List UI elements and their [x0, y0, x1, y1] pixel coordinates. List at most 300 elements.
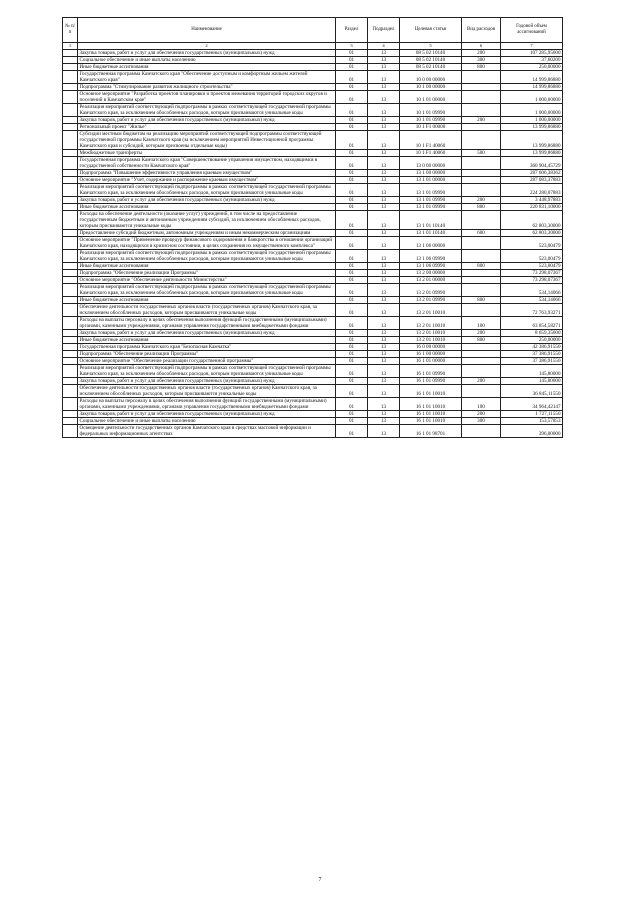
cell-name: Расходы на выплаты персоналу в целях обеспечения выполнения функций государственными (муниципальными) органами, казенными учреждениями, органами управления государственными внебюджетными фондами: [78, 398, 336, 411]
cell-csr: 16 1 01 09990: [400, 378, 462, 385]
cell-name: Подпрограмма "Обеспечение реализации Программы": [78, 270, 336, 277]
cell-vr: [462, 304, 501, 317]
cell-vr: 300: [462, 418, 501, 425]
cell-sec: 01: [336, 124, 368, 131]
cell-name: Социальное обеспечение и иные выплаты населению: [78, 57, 336, 64]
cell-vr: [462, 250, 501, 263]
table-row: [63, 284, 563, 297]
cell-vr: [462, 351, 501, 358]
cell-sec: 01: [336, 117, 368, 124]
cell-csr: 16 1 01 98701: [400, 425, 462, 438]
cell-sec: 01: [336, 270, 368, 277]
cell-num: [63, 64, 78, 71]
header-num: № п/п: [63, 18, 78, 43]
cell-name: Основное мероприятие "Обеспечение реализации государственной программы": [78, 358, 336, 365]
cell-sub: 13: [368, 250, 400, 263]
cell-sec: 01: [336, 131, 368, 150]
cell-name: Подпрограмма "Обеспечение реализации Программы": [78, 351, 336, 358]
cell-sub: 13: [368, 378, 400, 385]
cell-vr: [462, 131, 501, 150]
cell-sub: 13: [368, 297, 400, 304]
cell-num: [63, 411, 78, 418]
cell-csr: 10 1 F1 40060: [400, 150, 462, 157]
cell-vr: [462, 277, 501, 284]
cell-sub: 13: [368, 237, 400, 250]
cell-num: [63, 337, 78, 344]
cell-vr: 500: [462, 150, 501, 157]
cell-csr: 10 1 F1 40060: [400, 131, 462, 150]
cell-num: [63, 184, 78, 197]
cell-sub: 13: [368, 57, 400, 64]
cell-csr: 16 0 00 00000: [400, 344, 462, 351]
cell-amt: 63 854,58271: [501, 317, 563, 330]
cell-sec: 01: [336, 304, 368, 317]
cell-vr: 200: [462, 411, 501, 418]
cell-name: Реализация мероприятий соответствующей подпрограммы в рамках соответствующей государственной программы Камчатского края, за исключением обособленных расходов, которым присваиваются уникальные коды: [78, 365, 336, 378]
cell-amt: 1 000,00000: [501, 117, 563, 124]
cell-csr: 10 1 01 09990: [400, 117, 462, 124]
cell-csr: 13 2 01 10010: [400, 304, 462, 317]
cell-name: Государственная программа Камчатского края "Безопасная Камчатка": [78, 344, 336, 351]
cell-num: [63, 317, 78, 330]
cell-sec: 01: [336, 398, 368, 411]
cell-sub: 13: [368, 204, 400, 211]
cell-num: [63, 398, 78, 411]
cell-name: Обеспечение деятельности государственных органов власти (государственных органов) Камчатского края, за исключением обособленных расходов, которым присваиваются уникальные коды: [78, 385, 336, 398]
cell-sec: 01: [336, 211, 368, 230]
cell-sec: 01: [336, 197, 368, 204]
cell-amt: 287 083,37883: [501, 177, 563, 184]
cell-sec: 01: [336, 84, 368, 91]
cell-name: Иные бюджетные ассигнования: [78, 263, 336, 270]
cell-amt: 523,00479: [501, 237, 563, 250]
column-number-row: [63, 43, 563, 50]
cell-sec: 01: [336, 230, 368, 237]
cell-num: [63, 124, 78, 131]
cell-amt: 523,00479: [501, 250, 563, 263]
cell-sub: 13: [368, 197, 400, 204]
cell-csr: 13 1 06 09990: [400, 250, 462, 263]
column-number: 3: [336, 43, 368, 50]
cell-vr: 200: [462, 50, 501, 57]
table-row: [63, 170, 563, 177]
column-number: 1: [63, 43, 78, 50]
cell-amt: 42 386,91550: [501, 344, 563, 351]
table-row: [63, 337, 563, 344]
table-row: [63, 57, 563, 64]
column-number: 2: [78, 43, 336, 50]
cell-amt: 37,60200: [501, 57, 563, 64]
cell-num: [63, 270, 78, 277]
table-row: [63, 131, 563, 150]
cell-sec: 01: [336, 64, 368, 71]
cell-sec: 01: [336, 344, 368, 351]
cell-csr: 16 1 01 10010: [400, 398, 462, 411]
cell-csr: 13 2 01 10010: [400, 337, 462, 344]
table-row: [63, 117, 563, 124]
cell-amt: 145,80000: [501, 378, 563, 385]
cell-num: [63, 57, 78, 64]
cell-vr: 200: [462, 330, 501, 337]
cell-num: [63, 385, 78, 398]
header-annual-amount: Годовой объем ассигнований: [501, 18, 563, 43]
cell-csr: 16 1 01 09990: [400, 365, 462, 378]
cell-amt: 34 964,42147: [501, 398, 563, 411]
cell-amt: 220 831,10000: [501, 204, 563, 211]
cell-csr: 13 1 01 09990: [400, 184, 462, 197]
cell-amt: 36 845,11550: [501, 385, 563, 398]
cell-vr: [462, 425, 501, 438]
cell-csr: 13 2 01 10010: [400, 317, 462, 330]
cell-num: [63, 378, 78, 385]
cell-csr: 13 2 01 10010: [400, 330, 462, 337]
cell-amt: 62 803,30000: [501, 230, 563, 237]
cell-name: Подпрограмма "Повышение эффективности управления краевым имуществом": [78, 170, 336, 177]
table-row: [63, 64, 563, 71]
cell-sec: 01: [336, 157, 368, 170]
cell-vr: [462, 71, 501, 84]
cell-vr: 200: [462, 197, 501, 204]
cell-name: Субсидии местным бюджетам на реализацию мероприятий соответствующей подпрограммы соответствующей государственной программы Камчатского края (за исключением мероприятий Инвестиционной программы Камчатского края и субсидий, которым присвоены отдельные коды): [78, 131, 336, 150]
cell-sub: 13: [368, 131, 400, 150]
cell-vr: [462, 157, 501, 170]
cell-sec: 01: [336, 317, 368, 330]
cell-sub: 13: [368, 124, 400, 131]
cell-sub: 13: [368, 385, 400, 398]
cell-sub: 13: [368, 284, 400, 297]
cell-amt: 224 280,07883: [501, 184, 563, 197]
cell-amt: 1 727,11550: [501, 411, 563, 418]
table-row: [63, 263, 563, 270]
cell-sec: 01: [336, 337, 368, 344]
cell-sub: 13: [368, 351, 400, 358]
header-target-article: Целевая статья: [400, 18, 462, 43]
cell-sub: 13: [368, 104, 400, 117]
column-number: 4: [368, 43, 400, 50]
cell-num: [63, 91, 78, 104]
cell-num: [63, 304, 78, 317]
cell-csr: 08 5 02 10140: [400, 57, 462, 64]
cell-vr: [462, 211, 501, 230]
cell-vr: [462, 365, 501, 378]
cell-name: Иные бюджетные ассигнования: [78, 337, 336, 344]
header-subsection: Подраздел: [368, 18, 400, 43]
cell-num: [63, 297, 78, 304]
cell-sub: 13: [368, 337, 400, 344]
cell-csr: 16 1 00 00000: [400, 351, 462, 358]
table-body: [63, 50, 563, 438]
cell-sec: 01: [336, 50, 368, 57]
column-number: 6: [462, 43, 501, 50]
cell-num: [63, 365, 78, 378]
cell-sec: 01: [336, 378, 368, 385]
table-row: [63, 297, 563, 304]
cell-name: Освещение деятельности государственных органов Камчатского края в средствах массовой информации и федеральных информационных агентствах: [78, 425, 336, 438]
cell-num: [63, 358, 78, 365]
cell-sec: 01: [336, 237, 368, 250]
cell-csr: 13 1 00 00000: [400, 170, 462, 177]
cell-amt: 523,00479: [501, 263, 563, 270]
cell-name: Закупка товаров, работ и услуг для обеспечения государственных (муниципальных) нужд: [78, 117, 336, 124]
cell-num: [63, 230, 78, 237]
cell-num: [63, 197, 78, 204]
cell-sub: 13: [368, 418, 400, 425]
cell-vr: 800: [462, 297, 501, 304]
cell-num: [63, 157, 78, 170]
cell-sub: 13: [368, 91, 400, 104]
cell-sub: 13: [368, 230, 400, 237]
cell-sub: 13: [368, 398, 400, 411]
cell-sub: 13: [368, 50, 400, 57]
cell-sec: 01: [336, 358, 368, 365]
cell-csr: 13 2 01 00000: [400, 277, 462, 284]
cell-amt: 8 659,35000: [501, 330, 563, 337]
cell-csr: 13 1 01 10140: [400, 230, 462, 237]
cell-vr: [462, 124, 501, 131]
table-row: [63, 277, 563, 284]
cell-amt: 107 285,95000: [501, 50, 563, 57]
cell-sub: 13: [368, 170, 400, 177]
cell-amt: 1 000,00000: [501, 104, 563, 117]
cell-num: [63, 344, 78, 351]
cell-num: [63, 263, 78, 270]
cell-csr: 10 1 00 00000: [400, 84, 462, 91]
cell-name: Подпрограмма "Стимулирование развития жилищного строительства": [78, 84, 336, 91]
cell-sub: 13: [368, 358, 400, 365]
cell-name: Иные бюджетные ассигнования: [78, 204, 336, 211]
cell-name: Закупка товаров, работ и услуг для обеспечения государственных (муниципальных) нужд: [78, 197, 336, 204]
cell-name: Закупка товаров, работ и услуг для обеспечения государственных (муниципальных) нужд: [78, 411, 336, 418]
cell-sub: 13: [368, 304, 400, 317]
cell-name: Социальное обеспечение и иные выплаты населению: [78, 418, 336, 425]
cell-amt: 287 606,38362: [501, 170, 563, 177]
table-row: [63, 304, 563, 317]
cell-num: [63, 104, 78, 117]
cell-vr: 600: [462, 230, 501, 237]
cell-sec: 01: [336, 170, 368, 177]
cell-sec: 01: [336, 250, 368, 263]
cell-num: [63, 150, 78, 157]
cell-name: Иные бюджетные ассигнования: [78, 64, 336, 71]
cell-vr: 800: [462, 64, 501, 71]
cell-sub: 13: [368, 211, 400, 230]
cell-amt: 360 904,45729: [501, 157, 563, 170]
table-row: [63, 91, 563, 104]
cell-name: Государственная программа Камчатского края "Обеспечение доступным и комфортным жильем жителей Камчатского края": [78, 71, 336, 84]
table-row: [63, 237, 563, 250]
cell-name: Региональный проект "Жилье": [78, 124, 336, 131]
table-row: [63, 84, 563, 91]
cell-amt: 250,00000: [501, 337, 563, 344]
table-row: [63, 351, 563, 358]
cell-amt: 250,00000: [501, 64, 563, 71]
cell-amt: 73 298,07367: [501, 270, 563, 277]
cell-sub: 13: [368, 277, 400, 284]
cell-num: [63, 177, 78, 184]
cell-sub: 13: [368, 184, 400, 197]
column-number: 5: [400, 43, 462, 50]
table-row: [63, 124, 563, 131]
cell-num: [63, 277, 78, 284]
table-row: [63, 230, 563, 237]
cell-sub: 13: [368, 317, 400, 330]
cell-vr: 800: [462, 337, 501, 344]
cell-sec: 01: [336, 204, 368, 211]
header-expense-type: Вид расходов: [462, 18, 501, 43]
cell-sub: 13: [368, 84, 400, 91]
cell-vr: 200: [462, 117, 501, 124]
cell-name: Закупка товаров, работ и услуг для обеспечения государственных (муниципальных) нужд: [78, 50, 336, 57]
table-row: [63, 104, 563, 117]
cell-sec: 01: [336, 351, 368, 358]
table-row: [63, 317, 563, 330]
cell-num: [63, 237, 78, 250]
cell-csr: 13 1 01 09990: [400, 204, 462, 211]
table-row: [63, 50, 563, 57]
cell-csr: 16 1 01 10010: [400, 418, 462, 425]
cell-amt: 62 803,30000: [501, 211, 563, 230]
table-row: [63, 425, 563, 438]
cell-sub: 13: [368, 411, 400, 418]
cell-csr: 10 1 01 09990: [400, 104, 462, 117]
cell-amt: 13 999,86880: [501, 150, 563, 157]
cell-name: Расходы на выплаты персоналу в целях обеспечения выполнения функций государственными (муниципальными) органами, казенными учреждениями, органами управления государственными внебюджетными фондами: [78, 317, 336, 330]
cell-amt: 13 999,86880: [501, 131, 563, 150]
table-row: [63, 150, 563, 157]
cell-num: [63, 71, 78, 84]
table-row: [63, 250, 563, 263]
cell-csr: 13 1 01 10140: [400, 211, 462, 230]
cell-vr: [462, 91, 501, 104]
cell-sub: 13: [368, 270, 400, 277]
cell-amt: 73 298,07367: [501, 277, 563, 284]
cell-amt: 1 000,00000: [501, 91, 563, 104]
cell-name: Реализация мероприятий соответствующей подпрограммы в рамках соответствующей государственной программы Камчатского края, за исключением обособленных расходов, которым присваиваются уникальные коды: [78, 250, 336, 263]
cell-vr: 100: [462, 317, 501, 330]
cell-amt: 145,80000: [501, 365, 563, 378]
cell-amt: 14 999,86880: [501, 84, 563, 91]
cell-name: Межбюджетные трансферты: [78, 150, 336, 157]
cell-name: Государственная программа Камчатского края "Совершенствование управления имуществом, находящимся в государственной собственности Камчатского края": [78, 157, 336, 170]
cell-sub: 13: [368, 425, 400, 438]
cell-csr: 08 5 02 10140: [400, 50, 462, 57]
cell-csr: 13 2 01 09990: [400, 297, 462, 304]
table-row: [63, 385, 563, 398]
cell-name: Иные бюджетные ассигнования: [78, 297, 336, 304]
cell-vr: 800: [462, 263, 501, 270]
cell-csr: 10 1 01 00000: [400, 91, 462, 104]
cell-vr: [462, 358, 501, 365]
table-row: [63, 211, 563, 230]
cell-sec: 01: [336, 104, 368, 117]
cell-sec: 01: [336, 284, 368, 297]
cell-name: Предоставление субсидий бюджетным, автономным учреждениям и иным некоммерческим организациям: [78, 230, 336, 237]
cell-num: [63, 84, 78, 91]
table-row: [63, 197, 563, 204]
cell-amt: 37 386,91550: [501, 358, 563, 365]
cell-sub: 13: [368, 263, 400, 270]
cell-amt: 13 999,86880: [501, 124, 563, 131]
cell-amt: 14 999,86880: [501, 71, 563, 84]
cell-name: Основное мероприятие "Разработка проектов планировки и проектов межевания территорий городских округов и поселений в Камчатском крае": [78, 91, 336, 104]
cell-sec: 01: [336, 57, 368, 64]
cell-csr: 10 0 00 00000: [400, 71, 462, 84]
cell-name: Расходы на обеспечение деятельности (оказание услуг) учреждений, в том числе на предоставление государственным бюджетным и автономным учреждениям субсидий, за исключением обособленных расходов, которым присваиваются уникальные коды: [78, 211, 336, 230]
cell-amt: 396,00000: [501, 425, 563, 438]
page-number: 7: [318, 877, 322, 883]
cell-num: [63, 117, 78, 124]
header-section: Раздел: [336, 18, 368, 43]
cell-vr: [462, 84, 501, 91]
cell-name: Реализация мероприятий соответствующей подпрограммы в рамках соответствующей государственной программы Камчатского края, за исключением обособленных расходов, которым присваиваются уникальные коды: [78, 104, 336, 117]
cell-sec: 01: [336, 184, 368, 197]
cell-amt: 37 386,91550: [501, 351, 563, 358]
cell-csr: 13 1 01 00000: [400, 177, 462, 184]
cell-csr: 13 1 06 09990: [400, 263, 462, 270]
cell-name: Основное мероприятие "Обеспечение деятельности Министерства": [78, 277, 336, 284]
header-name: Наименование: [78, 18, 336, 43]
cell-csr: 10 1 F1 00000: [400, 124, 462, 131]
cell-sub: 13: [368, 64, 400, 71]
table-row: [63, 344, 563, 351]
cell-vr: 100: [462, 398, 501, 411]
cell-csr: 08 5 02 10140: [400, 64, 462, 71]
cell-sub: 13: [368, 177, 400, 184]
cell-sec: 01: [336, 418, 368, 425]
table-row: [63, 204, 563, 211]
cell-sub: 13: [368, 344, 400, 351]
cell-csr: 16 1 01 00000: [400, 358, 462, 365]
cell-sec: 01: [336, 277, 368, 284]
cell-csr: 13 2 01 09990: [400, 284, 462, 297]
cell-num: [63, 50, 78, 57]
cell-vr: 800: [462, 204, 501, 211]
cell-num: [63, 330, 78, 337]
cell-csr: 16 1 01 10010: [400, 385, 462, 398]
cell-sub: 13: [368, 330, 400, 337]
budget-table: [62, 17, 563, 438]
cell-csr: 13 2 00 00000: [400, 270, 462, 277]
cell-sub: 13: [368, 117, 400, 124]
cell-amt: 153,57853: [501, 418, 563, 425]
table-row: [63, 71, 563, 84]
cell-num: [63, 425, 78, 438]
cell-num: [63, 418, 78, 425]
table-row: [63, 378, 563, 385]
table-row: [63, 358, 563, 365]
cell-sec: 01: [336, 411, 368, 418]
cell-vr: [462, 284, 501, 297]
table-row: [63, 177, 563, 184]
table-row: [63, 418, 563, 425]
cell-name: Основное мероприятие "Применение процедур финансового оздоровления и банкротства в отношении организаций Камчатского края, находящихся в кризисном состоянии, в целях сохранения их имущественного комплекса": [78, 237, 336, 250]
cell-vr: 200: [462, 378, 501, 385]
cell-vr: [462, 344, 501, 351]
cell-num: [63, 131, 78, 150]
cell-name: Реализация мероприятий соответствующей подпрограммы в рамках соответствующей государственной программы Камчатского края, за исключением обособленных расходов, которым присваиваются уникальные коды: [78, 284, 336, 297]
table-row: [63, 411, 563, 418]
cell-sec: 01: [336, 425, 368, 438]
cell-sub: 13: [368, 365, 400, 378]
table-row: [63, 398, 563, 411]
cell-sec: 01: [336, 365, 368, 378]
cell-name: Обеспечение деятельности государственных органов власти (государственных органов) Камчатского края, за исключением обособленных расходов, которым присваиваются уникальные коды: [78, 304, 336, 317]
cell-sec: 01: [336, 150, 368, 157]
cell-sub: 13: [368, 71, 400, 84]
table-row: [63, 330, 563, 337]
cell-csr: 13 1 06 00000: [400, 237, 462, 250]
cell-amt: 72 763,93271: [501, 304, 563, 317]
